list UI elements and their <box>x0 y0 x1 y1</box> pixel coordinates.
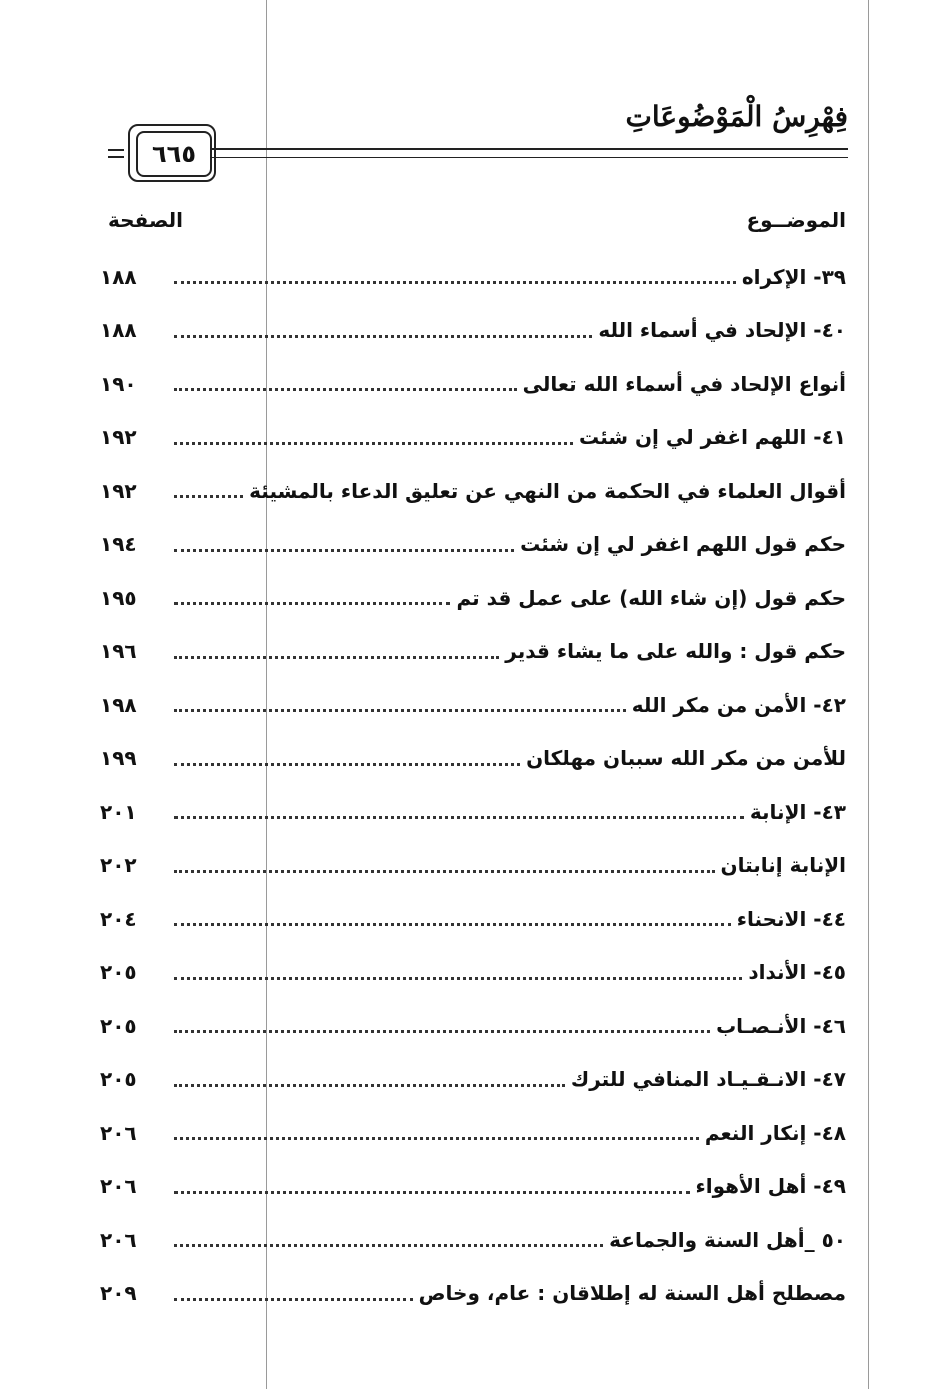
toc-entry-page: ٢٠٦ <box>100 1227 137 1252</box>
toc-leader-dots <box>174 1191 690 1194</box>
toc-leader-dots <box>174 281 736 284</box>
toc-entry-page: ٢٠١ <box>100 799 137 824</box>
toc-entry-page: ١٩٨ <box>100 692 137 717</box>
column-header-page: الصفحة <box>108 208 184 232</box>
page-title: فِهْرِسُ الْمَوْضُوعَاتِ <box>625 100 848 133</box>
toc-entry-title: ٤٤- الانحناء <box>736 906 846 931</box>
toc-entry-page: ١٩٥ <box>100 585 137 610</box>
toc-row <box>100 411 846 465</box>
toc-leader-dots <box>174 602 450 605</box>
toc-leader-dots <box>174 1137 699 1140</box>
toc-row <box>100 785 846 839</box>
toc-leader-dots <box>174 335 592 338</box>
toc-leader-dots <box>174 1244 603 1247</box>
toc-entry-title: ٤٢- الأمن من مكر الله <box>631 692 846 717</box>
toc-entry-title: ٤٧- الانـقـيـاد المنافي للترك <box>570 1067 846 1092</box>
toc-entry-page: ١٩٢ <box>100 478 137 503</box>
toc-row <box>100 518 846 572</box>
toc-leader-dots <box>174 656 499 659</box>
toc-entry-title: ٤٥- الأنداد <box>748 960 846 985</box>
toc-row <box>100 678 846 732</box>
toc-entry-page: ١٩٤ <box>100 532 137 557</box>
toc-leader-dots <box>174 763 520 766</box>
toc-row <box>100 999 846 1053</box>
toc-leader-dots <box>174 495 243 498</box>
toc-entry-page: ١٨٨ <box>100 318 137 343</box>
toc-leader-dots <box>174 709 626 712</box>
toc-row <box>100 1213 846 1267</box>
toc-entry-page: ٢٠٦ <box>100 1174 137 1199</box>
toc-row <box>100 892 846 946</box>
toc-entry-title: حكم قول : والله على ما يشاء قدير <box>505 639 846 664</box>
toc-leader-dots <box>174 923 731 926</box>
toc-leader-dots <box>174 1298 413 1301</box>
toc-leader-dots <box>174 549 514 552</box>
toc-leader-dots <box>174 1030 710 1033</box>
toc-leader-dots <box>174 388 517 391</box>
toc-entry-title: ٤٦- الأنـصـاب <box>716 1013 846 1038</box>
toc-row <box>100 1267 846 1321</box>
toc-entry-title: للأمن من مكر الله سببان مهلكان <box>526 746 846 771</box>
toc-entry-page: ٢٠٥ <box>100 1013 137 1038</box>
toc-entry-title: ٤٣- الإنابة <box>749 799 846 824</box>
toc-entry-title: ٥٠ _أهل السنة والجماعة <box>609 1227 846 1252</box>
toc-row <box>100 1053 846 1107</box>
toc-entry-page: ١٩٩ <box>100 746 137 771</box>
toc-entry-title: ٤٨- إنكار النعم <box>704 1120 846 1145</box>
toc-list <box>100 250 846 1320</box>
toc-entry-title: ٣٩- الإكراه <box>741 264 846 289</box>
toc-leader-dots <box>174 870 715 873</box>
toc-entry-page: ٢٠٦ <box>100 1120 137 1145</box>
toc-entry-title: ٤١- اللهم اغفر لي إن شئت <box>579 425 846 450</box>
header-ornament <box>108 144 124 164</box>
toc-entry-title: حكم قول (إن شاء الله) على عمل قد تم <box>456 585 846 610</box>
toc-entry-title: الإنابة إنابتان <box>720 853 846 878</box>
page-edge-line <box>868 0 869 1389</box>
toc-row <box>100 839 846 893</box>
toc-entry-page: ١٨٨ <box>100 264 137 289</box>
toc-entry-page: ٢٠٩ <box>100 1281 137 1306</box>
toc-row <box>100 625 846 679</box>
header-rule-thin <box>212 157 848 158</box>
toc-leader-dots <box>174 816 744 819</box>
header-rule <box>212 148 848 150</box>
toc-entry-page: ٢٠٤ <box>100 906 137 931</box>
toc-leader-dots <box>174 442 573 445</box>
toc-row <box>100 732 846 786</box>
toc-row <box>100 304 846 358</box>
toc-row <box>100 357 846 411</box>
toc-row <box>100 1106 846 1160</box>
page-number: ٦٦٥ <box>136 131 212 177</box>
toc-entry-title: مصطلح أهل السنة له إطلاقان : عام، وخاص <box>418 1281 846 1306</box>
toc-row <box>100 250 846 304</box>
toc-entry-page: ٢٠٢ <box>100 853 137 878</box>
column-header-topic: الموضــوع <box>746 208 846 232</box>
toc-entry-title: حكم قول اللهم اغفر لي إن شئت <box>520 532 846 557</box>
toc-entry-page: ١٩٢ <box>100 425 137 450</box>
toc-entry-title: ٤٠- الإلحاد في أسماء الله <box>598 318 846 343</box>
toc-entry-page: ١٩٠ <box>100 371 137 396</box>
toc-row <box>100 464 846 518</box>
toc-entry-title: أنواع الإلحاد في أسماء الله تعالى <box>522 371 846 396</box>
toc-row <box>100 571 846 625</box>
toc-row <box>100 946 846 1000</box>
toc-leader-dots <box>174 977 742 980</box>
toc-entry-page: ٢٠٥ <box>100 1067 137 1092</box>
toc-entry-page: ١٩٦ <box>100 639 137 664</box>
toc-entry-title: أقوال العلماء في الحكمة من النهي عن تعليق الدعاء بالمشيئة <box>249 478 846 503</box>
toc-row <box>100 1160 846 1214</box>
toc-entry-page: ٢٠٥ <box>100 960 137 985</box>
toc-leader-dots <box>174 1084 565 1087</box>
toc-entry-title: ٤٩- أهل الأهواء <box>695 1174 846 1199</box>
